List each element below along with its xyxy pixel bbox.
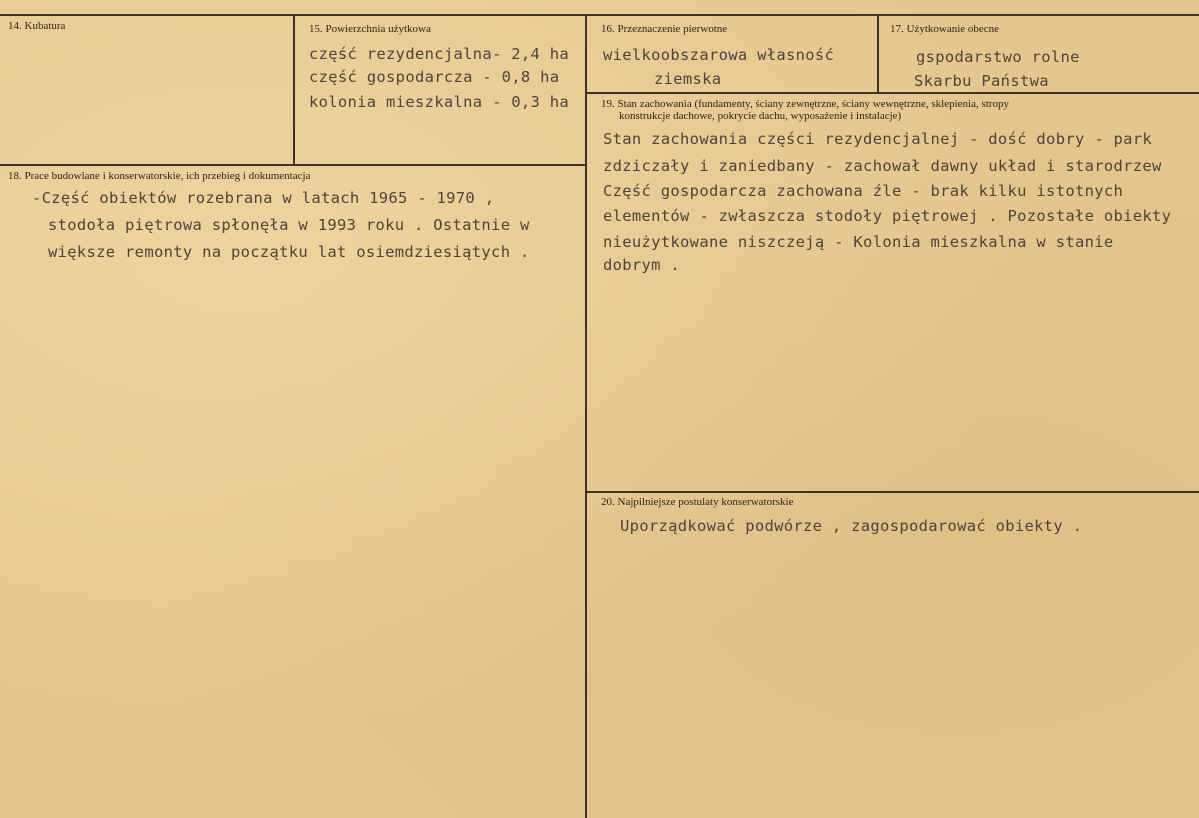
top-border [0,14,1199,16]
field-16-line-2: ziemska [654,70,722,88]
divider-16-17 [877,14,879,93]
divider-row-19-20 [585,491,1199,493]
field-19-line-3: Część gospodarcza zachowana źle - brak kilku istotnych [603,182,1124,200]
divider-row-15-18 [0,164,587,166]
field-20-label: 20. Najpilniejsze postulaty konserwatorskie [601,496,794,508]
field-17-line-2: Skarbu Państwa [914,72,1049,90]
field-15-line-2: część gospodarcza - 0,8 ha [309,68,560,86]
field-15-label: 15. Powierzchnia użytkowa [309,23,431,35]
field-19-line-2: zdziczały i zaniedbany - zachował dawny układ i starodrzew [603,157,1162,175]
field-18-line-3: większe remonty na początku lat osiemdziesiątych . [48,243,530,261]
field-19-line-6: dobrym . [603,256,681,274]
field-19-line-5: nieużytkowane niszczeją - Kolonia mieszkalna w stanie [603,233,1114,251]
field-19-label-line-1: 19. Stan zachowania (fundamenty, ściany zewnętrzne, ściany wewnętrzne, sklepienia, stropy [601,98,1009,110]
field-19-line-1: Stan zachowania części rezydencjalnej - dość dobry - park [603,130,1153,148]
field-17-line-1: gspodarstwo rolne [916,48,1080,66]
field-14-label: 14. Kubatura [8,20,66,32]
field-15-line-1: część rezydencjalna- 2,4 ha [309,45,570,63]
divider-14-15 [293,14,295,164]
divider-15-16 [585,14,587,818]
field-19-line-4: elementów - zwłaszcza stodoły piętrowej . Pozostałe obiekty [603,207,1172,225]
divider-row-16-19 [585,92,1199,94]
field-18-line-1: -Część obiektów rozebrana w latach 1965 - 1970 , [32,189,495,207]
field-19-label-line-2: konstrukcje dachowe, pokrycie dachu, wyposażenie i instalacje) [619,110,902,122]
field-18-label: 18. Prace budowlane i konserwatorskie, ich przebieg i dokumentacja [8,170,311,182]
field-20-line-1: Uporządkować podwórze , zagospodarować obiekty . [620,517,1083,535]
field-16-label: 16. Przeznaczenie pierwotne [601,23,728,35]
field-18-line-2: stodoła piętrowa spłonęła w 1993 roku . Ostatnie w [48,216,530,234]
field-17-label: 17. Użytkowanie obecne [890,23,1000,35]
field-15-line-3: kolonia mieszkalna - 0,3 ha [309,93,570,111]
field-16-line-1: wielkoobszarowa własność [603,46,835,64]
